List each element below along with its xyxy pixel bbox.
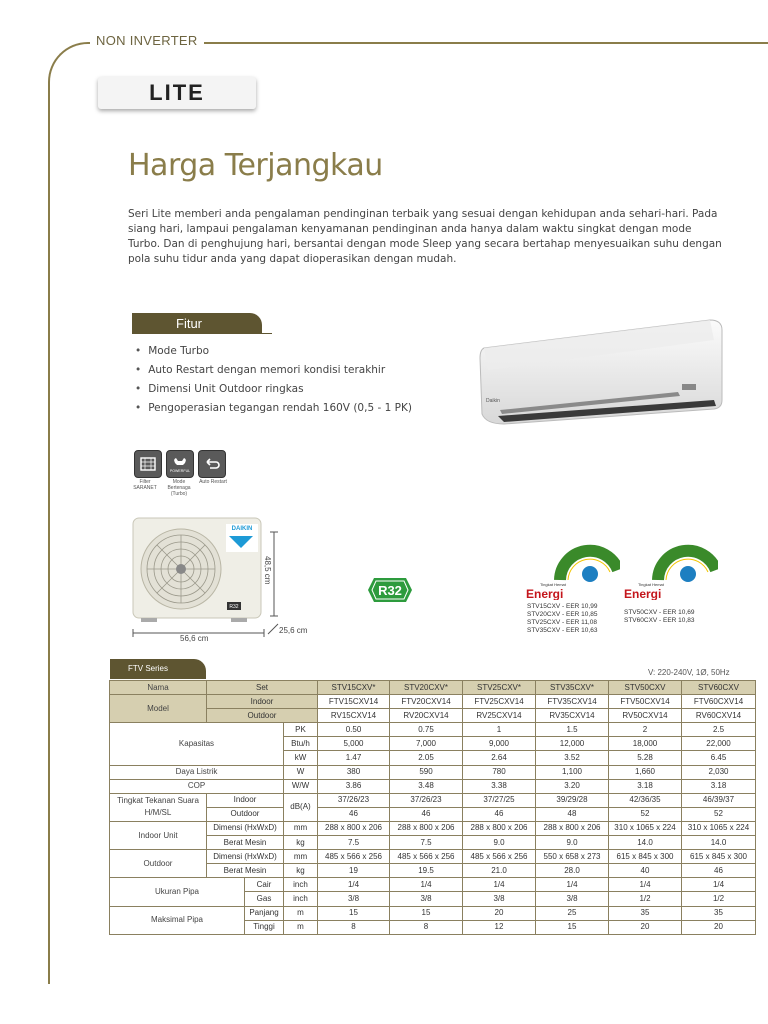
row-label: Outdoor: [110, 850, 207, 878]
table-cell: 46: [463, 807, 536, 821]
r32-logo-text: R32: [378, 583, 402, 598]
unit-cell: Btu/h: [284, 737, 318, 751]
row-label: Model: [110, 695, 207, 723]
table-cell: 9.0: [463, 836, 536, 850]
table-cell: 9.0: [536, 836, 609, 850]
table-cell: 485 x 566 x 256: [318, 850, 390, 864]
fitur-item: • Pengoperasian tegangan rendah 160V (0,5 - 1 PK): [135, 401, 412, 420]
unit-cell: kg: [284, 864, 318, 878]
table-cell: 3/8: [390, 892, 463, 906]
feature-icons: [134, 450, 226, 478]
auto-restart-icon: [198, 450, 226, 478]
table-cell: 35: [682, 906, 756, 920]
table-cell: RV50CXV14: [609, 709, 682, 723]
series-tab: FTV Series: [110, 659, 206, 679]
unit-cell: mm: [284, 850, 318, 864]
table-cell: 52: [682, 807, 756, 821]
row-label: Set: [207, 681, 318, 695]
table-cell: 3.18: [682, 779, 756, 793]
table-cell: 14.0: [609, 836, 682, 850]
unit-cell: kg: [284, 836, 318, 850]
energy-model: STV60CXV - EER 10,83: [624, 617, 695, 624]
energy-models-2: [624, 609, 694, 625]
table-cell: 1/4: [609, 878, 682, 892]
fitur-item: • Mode Turbo: [135, 344, 412, 363]
table-cell: 37/26/23: [318, 793, 390, 807]
table-cell: 3.18: [609, 779, 682, 793]
row-label: Ukuran Pipa: [110, 878, 245, 906]
table-cell: 37/26/23: [390, 793, 463, 807]
table-cell: 288 x 800 x 206: [318, 821, 390, 835]
saringan-icon: [134, 450, 162, 478]
table-cell: 46: [318, 807, 390, 821]
table-row: [110, 765, 756, 779]
lite-badge: LITE: [98, 77, 256, 109]
table-row: [110, 793, 756, 807]
table-row: [110, 878, 756, 892]
energy-model: STV25CXV - EER 11,08: [527, 619, 597, 626]
depth-dim-line: [266, 622, 280, 636]
energy-word: Energi: [526, 587, 564, 600]
outdoor-width: 56,6 cm: [180, 634, 209, 643]
table-cell: 25: [536, 906, 609, 920]
table-cell: 19.5: [390, 864, 463, 878]
energy-model: STV15CXV - EER 10,99: [527, 603, 598, 610]
table-cell: 8: [390, 920, 463, 934]
table-cell: 5,000: [318, 737, 390, 751]
row-label: Nama: [110, 681, 207, 695]
unit-cell: W/W: [284, 779, 318, 793]
unit-cell: dB(A): [284, 793, 318, 821]
row-label: Indoor: [207, 695, 318, 709]
table-cell: 310 x 1065 x 224: [682, 821, 756, 835]
table-cell: 28.0: [536, 864, 609, 878]
table-cell: 20: [463, 906, 536, 920]
fitur-heading: Fitur: [132, 313, 262, 334]
table-cell: 15: [390, 906, 463, 920]
fitur-item: • Dimensi Unit Outdoor ringkas: [135, 382, 412, 401]
row-label: Daya Listrik: [110, 765, 284, 779]
table-cell: 3.86: [318, 779, 390, 793]
unit-cell: W: [284, 765, 318, 779]
table-cell: 12,000: [536, 737, 609, 751]
table-cell: 1/4: [390, 878, 463, 892]
table-cell: RV25CXV14: [463, 709, 536, 723]
table-cell: 2: [609, 723, 682, 737]
table-row: [110, 695, 756, 709]
table-row: [110, 723, 756, 737]
icon-label: Mode Bertenaga (Turbo): [167, 479, 191, 497]
table-row: [110, 850, 756, 864]
table-cell: 22,000: [682, 737, 756, 751]
table-cell: 615 x 845 x 300: [609, 850, 682, 864]
unit-cell: m: [284, 906, 318, 920]
table-cell: 5.28: [609, 751, 682, 765]
table-cell: FTV15CXV14: [318, 695, 390, 709]
table-cell: 8: [318, 920, 390, 934]
table-cell: 21.0: [463, 864, 536, 878]
table-cell: FTV20CXV14: [390, 695, 463, 709]
table-cell: 1,660: [609, 765, 682, 779]
outdoor-unit-image: [131, 516, 266, 622]
table-row: [110, 821, 756, 835]
table-cell: 2.5: [682, 723, 756, 737]
table-cell: STV20CXV*: [390, 681, 463, 695]
row-label: Berat Mesin: [207, 864, 284, 878]
table-cell: STV60CXV: [682, 681, 756, 695]
table-cell: 3/8: [536, 892, 609, 906]
table-cell: STV35CXV*: [536, 681, 609, 695]
table-row: [110, 864, 756, 878]
table-cell: 42/36/35: [609, 793, 682, 807]
table-cell: RV35CXV14: [536, 709, 609, 723]
table-cell: STV50CXV: [609, 681, 682, 695]
table-cell: 1.47: [318, 751, 390, 765]
section-label: NON INVERTER: [90, 33, 204, 48]
table-cell: 2,030: [682, 765, 756, 779]
table-cell: STV15CXV*: [318, 681, 390, 695]
fitur-divider: [132, 333, 272, 334]
table-cell: 1/4: [682, 878, 756, 892]
row-label: Gas: [245, 892, 284, 906]
table-cell: RV60CXV14: [682, 709, 756, 723]
energy-label-1-header: Tingkat Hemat: [540, 582, 566, 587]
intro-paragraph: Seri Lite memberi anda pengalaman pendinginan terbaik yang sesuai dengan kehidupan anda sehari-hari. Pada siang hari, lampaui pengalaman kenyamanan pendinginan anda hanya dalam waktu singkat dengan mode Turbo. Dan di penghujung hari, bersantai dengan mode Sleep yang secara bertahap menyesuaikan suhu dengan pola suhu tidur anda yang dapat dioperasikan dengan mudah.: [128, 208, 722, 265]
table-row: [110, 681, 756, 695]
table-cell: 615 x 845 x 300: [682, 850, 756, 864]
table-row: [110, 836, 756, 850]
table-cell: 310 x 1065 x 224: [609, 821, 682, 835]
table-cell: 35: [609, 906, 682, 920]
table-cell: 37/27/25: [463, 793, 536, 807]
table-cell: 288 x 800 x 206: [536, 821, 609, 835]
icon-label: Filter SARANET: [133, 479, 157, 491]
table-cell: 52: [609, 807, 682, 821]
row-label: Outdoor: [207, 807, 284, 821]
table-cell: 550 x 658 x 273: [536, 850, 609, 864]
table-cell: 46/39/37: [682, 793, 756, 807]
table-cell: 3.20: [536, 779, 609, 793]
indoor-brand: Daikin: [486, 398, 500, 404]
energy-model: STV20CXV - EER 10,85: [527, 611, 598, 618]
fitur-list: [135, 344, 412, 420]
row-label: Kapasitas: [110, 723, 284, 765]
table-cell: 0.50: [318, 723, 390, 737]
unit-cell: inch: [284, 892, 318, 906]
table-cell: RV15CXV14: [318, 709, 390, 723]
row-label: Indoor: [207, 793, 284, 807]
outdoor-brand: DAIKIN: [231, 526, 253, 532]
powerful-icon: [166, 450, 194, 478]
energy-label-1: [520, 540, 620, 600]
table-cell: 7,000: [390, 737, 463, 751]
table-cell: 3.48: [390, 779, 463, 793]
table-row: [110, 779, 756, 793]
table-cell: RV20CXV14: [390, 709, 463, 723]
table-cell: 12: [463, 920, 536, 934]
row-label: Panjang: [245, 906, 284, 920]
table-row: [110, 807, 756, 821]
unit-cell: kW: [284, 751, 318, 765]
table-cell: 6.45: [682, 751, 756, 765]
row-label: Tinggi: [245, 920, 284, 934]
table-cell: 19: [318, 864, 390, 878]
unit-cell: m: [284, 920, 318, 934]
table-cell: FTV35CXV14: [536, 695, 609, 709]
energy-model: STV35CXV - EER 10,63: [527, 627, 598, 634]
table-cell: 485 x 566 x 256: [463, 850, 536, 864]
table-cell: 14.0: [682, 836, 756, 850]
table-cell: 1/4: [318, 878, 390, 892]
energy-label-2-header: Tingkat Hemat: [638, 582, 664, 587]
table-cell: 2.64: [463, 751, 536, 765]
table-cell: 7.5: [390, 836, 463, 850]
table-row: [110, 906, 756, 920]
table-cell: 1,100: [536, 765, 609, 779]
icon-label: Auto Restart: [199, 479, 227, 485]
table-cell: 1: [463, 723, 536, 737]
table-cell: 46: [390, 807, 463, 821]
table-cell: 7.5: [318, 836, 390, 850]
indoor-unit-image: [478, 318, 724, 426]
spec-table: [109, 680, 756, 935]
table-cell: STV25CXV*: [463, 681, 536, 695]
table-cell: 18,000: [609, 737, 682, 751]
table-cell: 288 x 800 x 206: [390, 821, 463, 835]
table-cell: FTV60CXV14: [682, 695, 756, 709]
outdoor-height: 48,5 cm: [263, 556, 272, 585]
table-cell: 15: [318, 906, 390, 920]
table-cell: 3/8: [318, 892, 390, 906]
outdoor-r32-tag: R32: [229, 604, 239, 610]
table-cell: 3.38: [463, 779, 536, 793]
table-cell: 1/4: [536, 878, 609, 892]
unit-cell: PK: [284, 723, 318, 737]
table-cell: 1/2: [682, 892, 756, 906]
row-label: Dimensi (HxWxD): [207, 821, 284, 835]
table-cell: 20: [682, 920, 756, 934]
outdoor-depth: 25,6 cm: [279, 626, 308, 635]
table-cell: 9,000: [463, 737, 536, 751]
row-label: Indoor Unit: [110, 821, 207, 849]
table-cell: 1/2: [609, 892, 682, 906]
energy-models-1: [527, 603, 597, 635]
table-cell: 780: [463, 765, 536, 779]
table-cell: 1.5: [536, 723, 609, 737]
row-label: Maksimal Pipa: [110, 906, 245, 934]
powerful-caption: POWERFUL: [169, 469, 191, 473]
table-cell: 46: [682, 864, 756, 878]
row-label: Tingkat Tekanan Suara H/M/SL: [110, 793, 207, 821]
table-cell: 380: [318, 765, 390, 779]
energy-label-2: [618, 540, 718, 600]
table-cell: 0.75: [390, 723, 463, 737]
fitur-item: • Auto Restart dengan memori kondisi terakhir: [135, 363, 412, 382]
table-cell: 15: [536, 920, 609, 934]
table-cell: 3.52: [536, 751, 609, 765]
unit-cell: mm: [284, 821, 318, 835]
table-cell: 485 x 566 x 256: [390, 850, 463, 864]
table-cell: 2.05: [390, 751, 463, 765]
table-cell: 20: [609, 920, 682, 934]
row-label: Dimensi (HxWxD): [207, 850, 284, 864]
table-cell: 3/8: [463, 892, 536, 906]
table-cell: FTV25CXV14: [463, 695, 536, 709]
energy-word: Energi: [624, 587, 662, 600]
table-cell: 590: [390, 765, 463, 779]
page-title: Harga Terjangkau: [128, 148, 383, 183]
table-cell: FTV50CXV14: [609, 695, 682, 709]
table-cell: 40: [609, 864, 682, 878]
voltage-spec: V: 220-240V, 1Ø, 50Hz: [648, 668, 730, 677]
table-cell: 1/4: [463, 878, 536, 892]
table-cell: 288 x 800 x 206: [463, 821, 536, 835]
energy-model: STV50CXV - EER 10,69: [624, 609, 695, 616]
row-label: Berat Mesin: [207, 836, 284, 850]
table-cell: 39/29/28: [536, 793, 609, 807]
r32-logo: [368, 576, 412, 604]
table-cell: 48: [536, 807, 609, 821]
feature-icon-labels: [130, 479, 228, 497]
unit-cell: inch: [284, 878, 318, 892]
row-label: COP: [110, 779, 284, 793]
row-label: Cair: [245, 878, 284, 892]
table-row: [110, 709, 756, 723]
row-label: Outdoor: [207, 709, 318, 723]
